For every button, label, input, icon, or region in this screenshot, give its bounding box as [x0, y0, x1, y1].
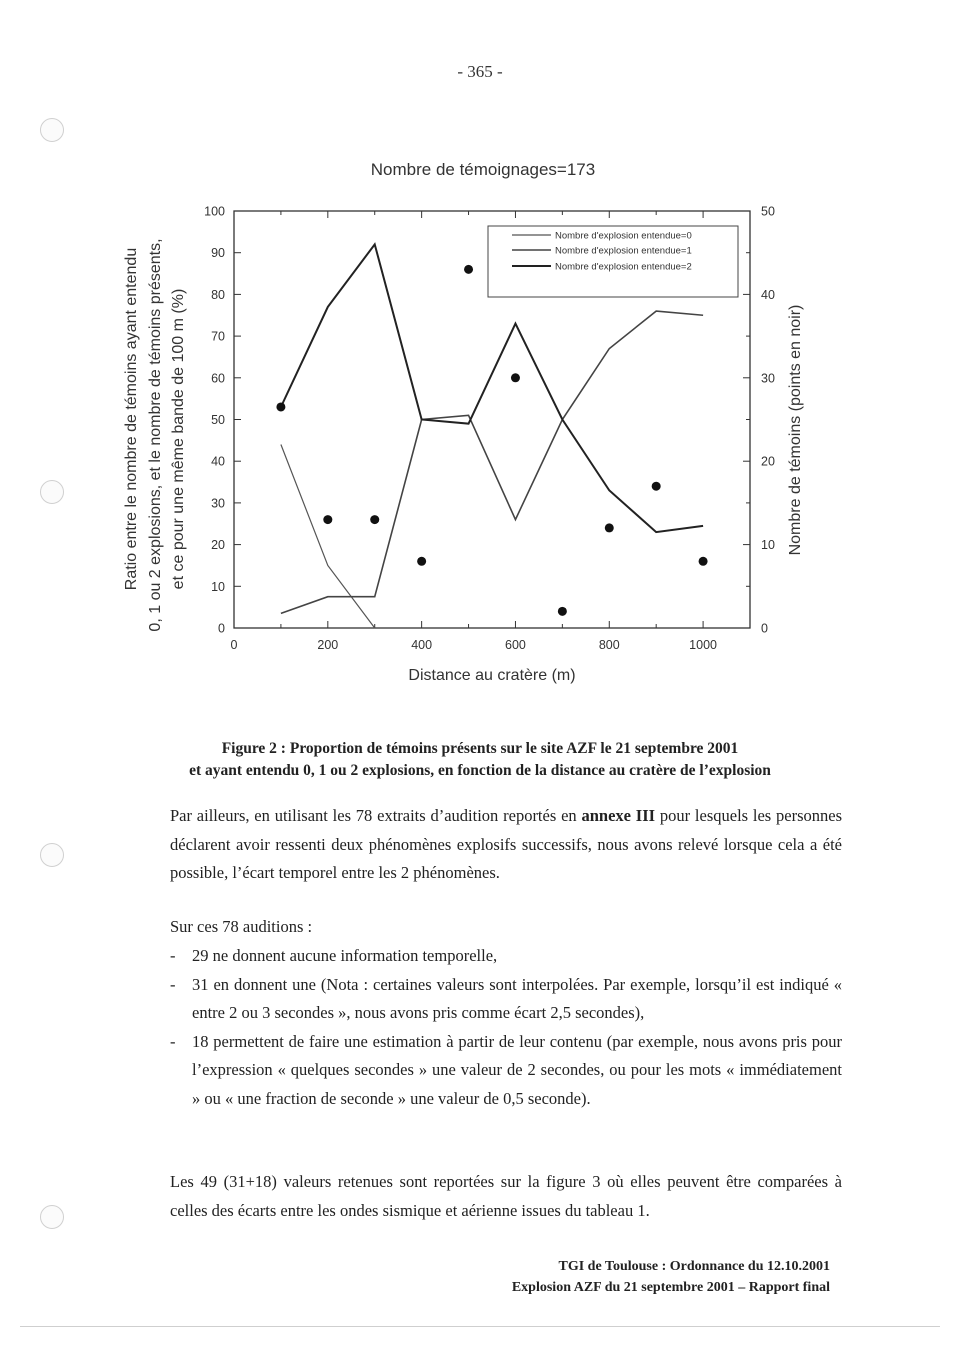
series-lines	[281, 244, 703, 628]
y2-axis-ticks	[743, 205, 775, 636]
list-item	[170, 1028, 842, 1114]
witness-point	[699, 557, 708, 566]
caption-line-2: et ayant entendu 0, 1 ou 2 explosions, en fonction de la distance au cratère de l’explosion	[189, 762, 771, 779]
y-tick-label: 10	[211, 579, 225, 594]
legend-label-0: Nombre d'explosion entendue=0	[555, 230, 692, 242]
x-tick-label: 400	[411, 638, 433, 652]
list-dash: -	[170, 946, 176, 965]
y2-tick-label: 50	[761, 204, 775, 219]
y2-tick-label: 0	[761, 621, 768, 636]
y-tick-label: 20	[211, 538, 225, 553]
y-axis-ticks	[204, 205, 241, 636]
paragraph-1-part1: Par ailleurs, en utilisant les 78 extraits d’audition reportés en	[170, 806, 582, 825]
punch-hole	[40, 1205, 64, 1229]
x-tick-label: 200	[317, 638, 339, 652]
witness-point	[652, 482, 661, 491]
list-item-text: 18 permettent de faire une estimation à partir de leur contenu (par exemple, nous avons pris pour l’expression « quelques secondes » une valeur de 2 secondes, ou pour les mots « immédiatement » ou « une fraction de seconde » une valeur de 0,5 seconde).	[192, 1031, 842, 1108]
chart-legend	[488, 226, 738, 297]
y-tick-label: 90	[211, 246, 225, 261]
paragraph-1	[170, 802, 842, 888]
y-axis-label-line3: et ce pour une même bande de 100 m (%)	[170, 288, 187, 590]
x-tick-label: 600	[505, 638, 526, 652]
list-dash: -	[170, 974, 176, 994]
y-tick-label: 100	[204, 204, 225, 219]
audition-list	[170, 942, 842, 1113]
page-number: - 365 -	[457, 62, 503, 81]
paragraph-1-part2: pour lesquels les personnes déclarent avoir ressenti deux phénomènes explosifs successifs, nous avons relevé lorsque cela a été possible, l’écart temporel entre les 2 phénomènes.	[170, 806, 843, 882]
chart-title: Nombre de témoignages=173	[370, 160, 596, 179]
footer-line-1: TGI de Toulouse : Ordonnance du 12.10.2001	[558, 1259, 830, 1274]
witness-count-points	[276, 265, 707, 616]
legend-label-2: Nombre d'explosion entendue=2	[555, 261, 692, 273]
x-tick-label: 1000	[689, 638, 717, 652]
witness-point	[276, 402, 285, 411]
y-tick-label: 60	[211, 371, 225, 386]
list-dash: -	[170, 1031, 176, 1051]
series-line-1	[281, 311, 703, 613]
witness-point	[558, 607, 567, 616]
annex-reference: annexe III	[581, 806, 656, 825]
witness-point	[464, 265, 473, 274]
footer	[512, 1256, 830, 1298]
y-axis-label-line2: 0, 1 ou 2 explosions, et le nombre de témoins présents,	[147, 238, 164, 632]
y-tick-label: 50	[211, 413, 225, 427]
y-tick-label: 0	[218, 621, 225, 636]
witness-point	[370, 515, 379, 524]
paragraph-2: Sur ces 78 auditions :	[170, 917, 313, 936]
y2-tick-label: 10	[761, 538, 775, 553]
punch-hole	[40, 843, 64, 867]
y-tick-label: 40	[211, 454, 225, 469]
bottom-rule	[20, 1326, 940, 1327]
footer-line-2: Explosion AZF du 21 septembre 2001 – Rapport final	[511, 1280, 830, 1295]
witness-point	[323, 515, 332, 524]
y2-axis-label: Nombre de témoins (points en noir)	[787, 304, 804, 556]
y-axis-label-line1: Ratio entre le nombre de témoins ayant entendu	[123, 247, 140, 591]
witness-point	[511, 373, 520, 382]
x-axis-label: Distance au cratère (m)	[408, 667, 576, 684]
y2-tick-label: 20	[761, 454, 775, 469]
y2-tick-label: 40	[761, 287, 775, 302]
figure-caption	[60, 738, 900, 782]
y-tick-label: 30	[211, 496, 225, 511]
legend-label-1: Nombre d'explosion entendue=1	[555, 245, 692, 257]
witness-point	[417, 557, 426, 566]
list-item	[170, 942, 842, 971]
paragraph-3: Les 49 (31+18) valeurs retenues sont reportées sur la figure 3 où elles peuvent être comparées à celles des écarts entre les ondes sismique et aérienne issues du tableau 1.	[170, 1172, 842, 1220]
x-tick-label: 0	[230, 638, 238, 652]
list-item	[170, 971, 842, 1028]
list-item-text: 29 ne donnent aucune information temporelle,	[192, 946, 498, 965]
y2-tick-label: 30	[761, 371, 775, 386]
y-tick-label: 70	[211, 329, 225, 344]
witness-point	[605, 523, 614, 532]
x-tick-label: 800	[598, 638, 620, 652]
caption-line-1: Figure 2 : Proportion de témoins présents sur le site AZF le 21 septembre 2001	[221, 740, 739, 757]
series-line-0	[281, 445, 375, 628]
y-tick-label: 80	[211, 287, 225, 302]
list-item-text: 31 en donnent une (Nota : certaines valeurs sont interpolées. Par exemple, lorsqu’il est indiqué « entre 2 ou 3 secondes », nous avons pris comme écart 2,5 secondes),	[192, 974, 842, 1022]
